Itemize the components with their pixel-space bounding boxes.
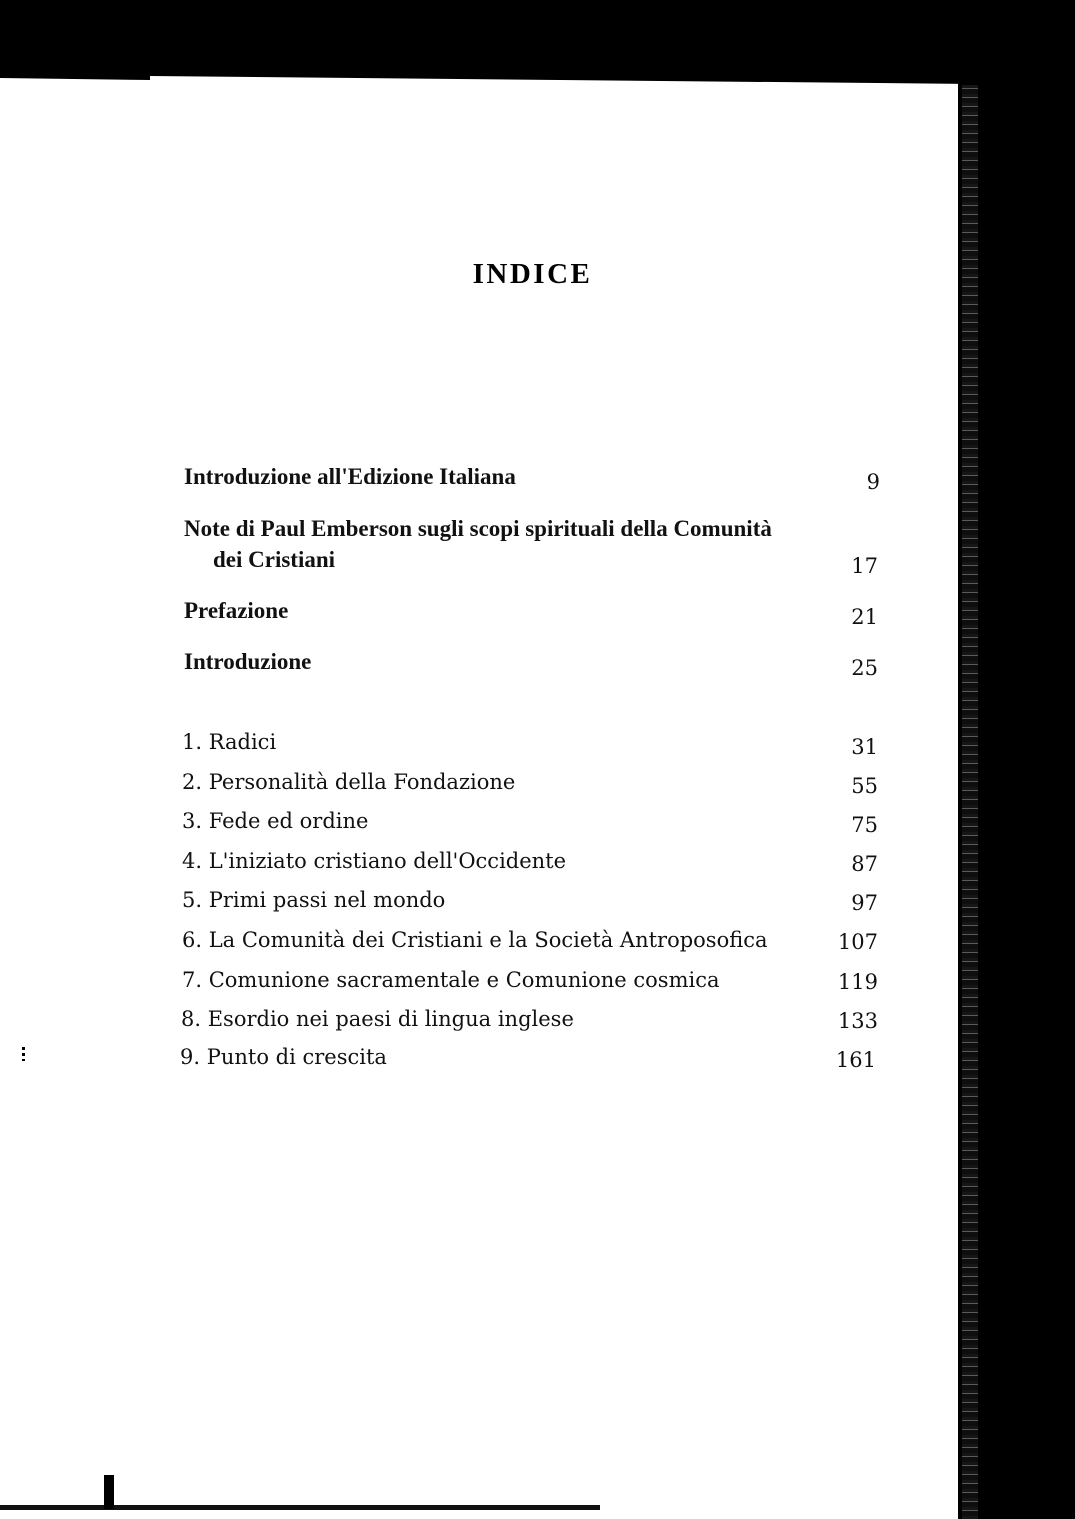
toc-page-number: 9 [866, 470, 880, 494]
toc-page-number: 107 [837, 930, 878, 954]
toc-page-number: 17 [851, 554, 878, 578]
toc-chapter-5: 5. Primi passi nel mondo [182, 888, 446, 912]
toc-entry-notes-line1: Note di Paul Emberson sugli scopi spirituali della Comunità [184, 516, 772, 541]
toc-entry-introduzione: Introduzione [184, 649, 312, 674]
toc-page-number: 119 [837, 970, 878, 994]
toc-page-number: 161 [835, 1048, 876, 1072]
toc-entry-prefazione: Prefazione [184, 598, 289, 623]
toc-page-number: 25 [851, 656, 878, 680]
toc-chapter-9: 9. Punto di crescita [180, 1045, 387, 1069]
toc-page-number: 87 [851, 852, 878, 876]
toc-page-number: 55 [851, 774, 878, 798]
toc-chapter-2: 2. Personalità della Fondazione [182, 770, 516, 794]
toc-chapter-7: 7. Comunione sacramentale e Comunione cosmica [182, 968, 720, 992]
toc-chapter-4: 4. L'iniziato cristiano dell'Occidente [182, 849, 567, 873]
toc-entry-notes-line2: dei Cristiani [213, 547, 336, 572]
toc-chapter-6: 6. La Comunità dei Cristiani e la Società Antroposofica [182, 928, 768, 952]
toc-page-number: 133 [837, 1009, 878, 1033]
toc-page-number: 21 [851, 605, 878, 629]
scan-artifact [104, 1475, 114, 1509]
toc-page-number: 75 [851, 813, 878, 837]
page-title: INDICE [472, 258, 593, 290]
toc-entry-intro-italian: Introduzione all'Edizione Italiana [184, 464, 516, 489]
scan-border-bottom [0, 1496, 600, 1519]
toc-page-number: 31 [851, 735, 878, 759]
toc-chapter-3: 3. Fede ed ordine [182, 809, 369, 833]
toc-page-number: 97 [851, 891, 878, 915]
toc-chapter-8: 8. Esordio nei paesi di lingua inglese [181, 1007, 574, 1031]
toc-chapter-1: 1. Radici [182, 730, 277, 754]
